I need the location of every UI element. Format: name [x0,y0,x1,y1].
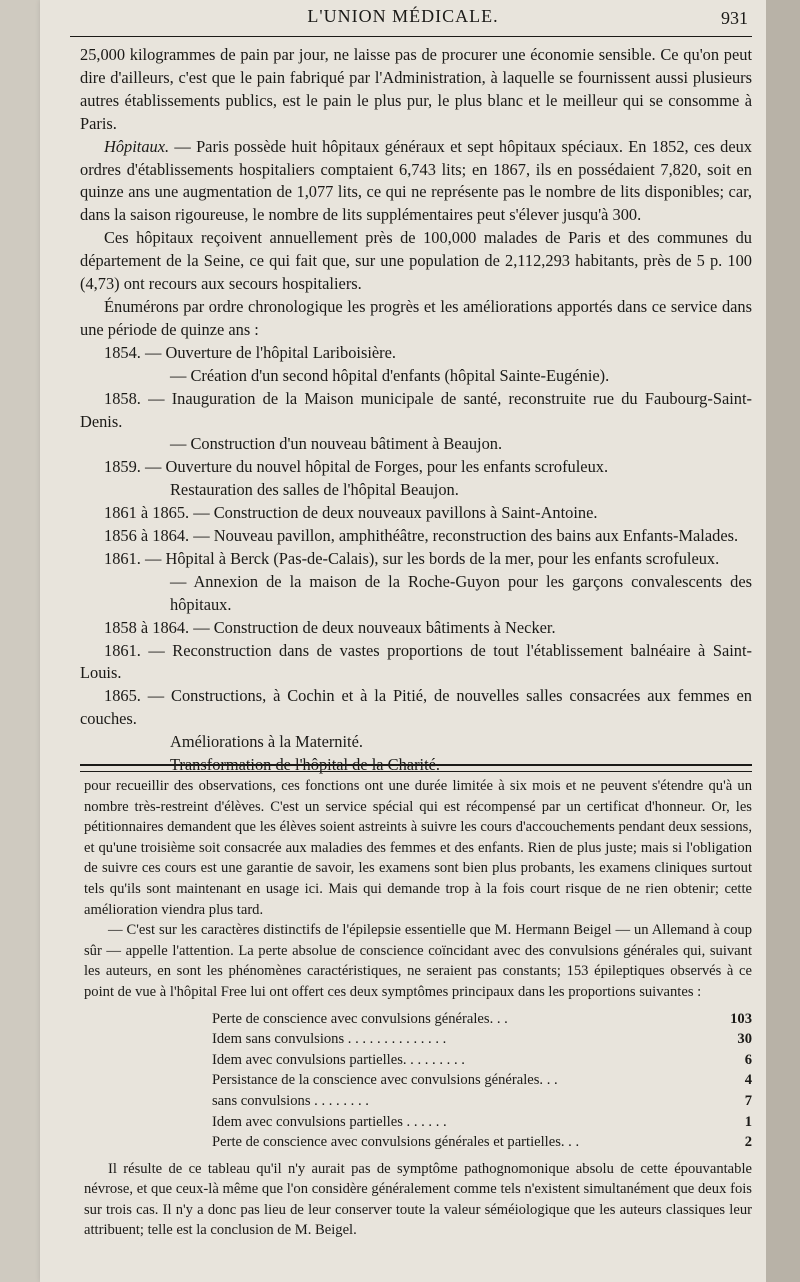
main-article [80,44,752,777]
stat-count: 7 [744,1092,752,1109]
note-paragraph: pour recueillir des observations, ces fonctions ont une durée limitée à six mois et ne peuvent s'étendre qu'à un nombre très-restreint d'élèves. C'est un service spécial qui est récompensé par un certificat d'honneur. Or, les pétitionnaires demandent que les élèves soient astreints à suivre les cours d'accouchements pendant deux sessions, et qu'une troisième soit consacrée aux maladies des femmes et des enfants. Rien de plus juste; mais si l'obligation de suivre ces cours est une garantie de savoir, les examens sont bien plus probants, les examens cliniques surtout tels qu'ils sont maintenant en usage ici. Mais qui demande trop à la fois court risque de ne rien obtenir; cette amélioration viendra plus tard. [84,778,752,918]
chronology-item: 1861. — Reconstruction dans de vastes proportions de tout l'établissement balnéaire à Saint-Louis. [80,640,752,683]
table-row [84,1091,752,1112]
chronology-item: Transformation de l'hôpital de la Charité. [170,755,441,775]
stat-count: 1 [744,1113,752,1130]
stat-label: Perte de conscience avec convulsions générales. . . [212,1010,508,1027]
chronology-item: 1856 à 1864. — Nouveau pavillon, amphithéâtre, reconstruction des bains aux Enfants-Malades. [104,526,739,546]
stat-count: 103 [730,1010,752,1027]
chronology-item: — Création d'un second hôpital d'enfants (hôpital Sainte-Eugénie). [170,365,610,385]
epilepsy-stats-table [84,1009,752,1153]
stat-count: 2 [744,1134,752,1151]
chronology-item: 1858 à 1864. — Construction de deux nouveaux bâtiments à Necker. [104,617,556,637]
paragraph: 25,000 kilogrammes de pain par jour, ne laisse pas de procurer une économie sensible. Ce qu'on peut dire d'ailleurs, c'est que le pain fabriqué par l'Administration, à laquelle se fournissent aussi plusieurs autres établissements publics, est le pain le plus pur, le plus blanc et le meilleur qui se consomme à Paris. [80,45,752,133]
table-row [84,1132,752,1153]
section-divider [80,764,752,772]
stat-label: Persistance de la conscience avec convulsions générales. . . [212,1072,558,1089]
chronology-item: Améliorations à la Maternité. [170,732,363,752]
chronology-item: Restauration des salles de l'hôpital Beaujon. [170,480,459,500]
paragraph: Hôpitaux. — Paris possède huit hôpitaux généraux et sept hôpitaux spéciaux. En 1852, ces deux ordres d'établissements hospitaliers comptaient 6,743 lits; en 1867, ils en possédaient 7,820, soit en quinze ans une augmentation de 1,077 lits, ce qui ne représente pas le nombre de lits disponibles; car, dans la saison rigoureuse, le nombre de lits supplémentaires peut s'élever jusqu'à 300. [80,136,752,225]
stat-label: Idem avec convulsions partielles. . . . . . . . . [212,1051,465,1068]
notes-section [84,776,752,1241]
running-title: L'UNION MÉDICALE. [307,6,499,26]
page-number: 931 [721,8,748,28]
book-spine-edge [766,0,800,1282]
chronology-item: 1854. — Ouverture de l'hôpital Lariboisière. [104,342,396,362]
note-paragraph: — C'est sur les caractères distinctifs de l'épilepsie essentielle que M. Hermann Beigel — un Allemand à coup sûr — appelle l'attention. La perte absolue de conscience coïncidant avec des convulsions générales qui, suivant les auteurs, en sont les phénomènes caractéristiques, ne seraient pas constants; 153 épileptiques observés à ce point de vue à l'hôpital Free lui ont offert ces deux symptômes principaux dans les proportions suivantes : [84,922,752,1000]
paragraph: Énumérons par ordre chronologique les progrès et les améliorations apportés dans ce service dans une période de quinze ans : [80,296,752,339]
chronology-item: 1861. — Hôpital à Berck (Pas-de-Calais), sur les bords de la mer, pour les enfants scrofuleux. [104,548,720,568]
stat-count: 6 [744,1051,752,1068]
chronology-item: 1859. — Ouverture du nouvel hôpital de Forges, pour les enfants scrofuleux. [104,457,609,477]
journal-page [40,0,766,1282]
stat-label: sans convulsions . . . . . . . . [212,1092,369,1109]
chronology-item: — Annexion de la maison de la Roche-Guyon pour les garçons convalescents des hôpitaux. [170,571,752,614]
chronology-item: 1861 à 1865. — Construction de deux nouveaux pavillons à Saint-Antoine. [104,503,598,523]
stat-count: 30 [737,1031,752,1048]
stat-count: 4 [744,1072,752,1089]
note-paragraph: Il résulte de ce tableau qu'il n'y aurait pas de symptôme pathognomonique absolu de cette épouvantable névrose, et que ceux-là même que l'on considère généralement comme tels n'existent simultanément que deux fois sur trois cas. Il n'y a donc pas lieu de leur conserver toute la valeur séméiologique que les auteurs classiques leur attribuent; telle est la conclusion de M. Beigel. [84,1160,752,1239]
stat-label: Perte de conscience avec convulsions générales et partielles. . . [212,1134,580,1151]
header-rule [70,36,752,37]
stat-label: Idem sans convulsions . . . . . . . . . . . . . . [212,1031,447,1048]
page-header [40,4,766,34]
table-row [84,1009,752,1030]
chronology-item: 1858. — Inauguration de la Maison municipale de santé, reconstruite rue du Faubourg-Saint-Denis. [80,388,752,431]
section-lead: Hôpitaux. [104,136,170,156]
table-row [84,1050,752,1071]
paragraph: Ces hôpitaux reçoivent annuellement près de 100,000 malades de Paris et des communes du département de la Seine, ce qui fait que, sur une population de 2,112,293 habitants, près de 5 p. 100 (4,73) ont recours aux secours hospitaliers. [80,228,752,294]
stat-label: Idem avec convulsions partielles . . . . . . [212,1113,447,1130]
table-row [84,1070,752,1091]
table-row [84,1029,752,1050]
table-row [84,1112,752,1133]
chronology-item: 1865. — Constructions, à Cochin et à la Pitié, de nouvelles salles consacrées aux femmes en couches. [80,686,752,729]
chronology-item: — Construction d'un nouveau bâtiment à Beaujon. [170,434,503,454]
